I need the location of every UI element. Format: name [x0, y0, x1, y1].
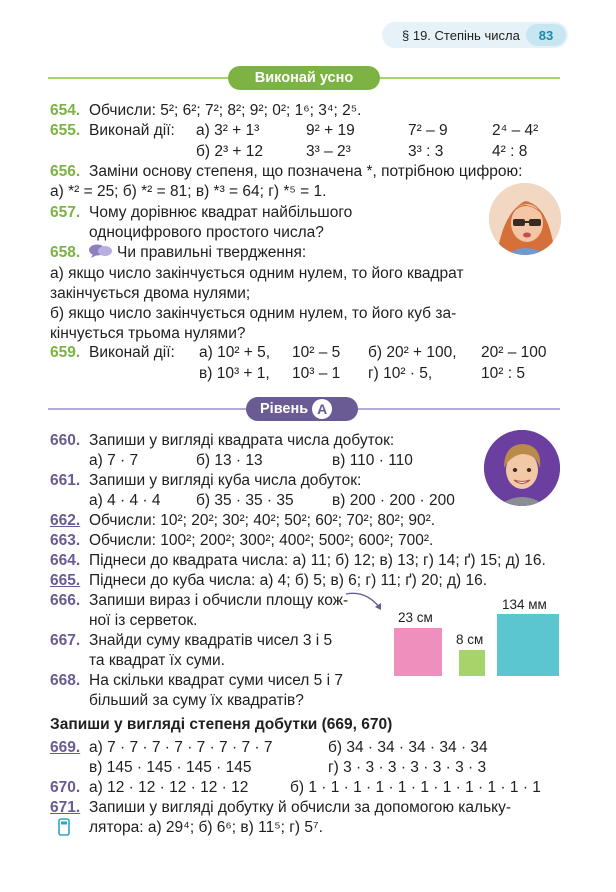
problem-657-line2: одноцифрового простого числа? [89, 224, 324, 241]
problem-667 [50, 631, 332, 650]
problem-number: 654. [50, 102, 81, 119]
answer-cell: г) 3 · 3 · 3 · 3 · 3 · 3 · 3 [328, 759, 487, 776]
problem-number: 670. [50, 779, 81, 796]
problem-text: Обчисли: 100²; 200²; 300²; 400²; 500²; 600²; 700². [89, 532, 434, 549]
problem-text: Знайди суму квадратів чисел 3 і 5 [89, 632, 333, 649]
problem-658-line4: б) якщо число закінчується одним нулем, то його куб за- [50, 305, 457, 322]
answer-cell: а) 3² + 1³ [196, 122, 260, 139]
problem-668 [50, 671, 343, 690]
problem-lead: Виконай дії: [89, 122, 175, 139]
problem-660 [50, 431, 394, 450]
problem-text: Піднеси до куба числа: а) 4; б) 5; в) 6; г) 11; ґ) 20; д) 16. [89, 572, 487, 589]
answer-cell: б) 35 · 35 · 35 [196, 492, 294, 509]
napkin-pink [394, 628, 442, 676]
section-level-label [246, 397, 358, 421]
answer-cell: в) 145 · 145 · 145 · 145 [89, 759, 252, 776]
problem-text: Обчисли: 5²; 6²; 7²; 8²; 9²; 0²; 1⁶; 3⁴; 2⁵. [89, 102, 362, 119]
problem-671-line2: лятора: а) 29⁴; б) 6⁶; в) 11⁵; г) 5⁷. [89, 819, 323, 836]
section-oral-label: Виконай усно [228, 66, 380, 90]
square-label-134mm: 134 мм [502, 597, 547, 612]
level-circle: А [312, 399, 332, 419]
answer-cell: в) 10³ + 1, [199, 365, 270, 382]
problem-658-line3: закінчується двома нулями; [50, 285, 251, 302]
answer-cell: а) 7 · 7 · 7 · 7 · 7 · 7 · 7 · 7 [89, 739, 273, 756]
problem-text: Запиши у вигляді добутку й обчисли за допомогою кальку- [89, 799, 512, 816]
problem-number: 669. [50, 739, 81, 756]
problem-656-line2: а) *² = 25; б) *² = 81; в) *³ = 64; г) *⁵ = 1. [50, 183, 327, 200]
section-oral [48, 66, 560, 90]
problem-number: 666. [50, 592, 81, 609]
problem-text: Обчисли: 10²; 20²; 30²; 40²; 50²; 60²; 70²; 80²; 90². [89, 512, 436, 529]
page-number: 83 [526, 24, 566, 46]
problem-657 [50, 203, 352, 222]
section-level [48, 397, 560, 421]
answer-cell: а) 12 · 12 · 12 · 12 · 12 [89, 779, 249, 796]
problem-664 [50, 551, 546, 570]
problem-number: 665. [50, 572, 81, 589]
problem-667-line2: та квадрат їх суми. [89, 652, 225, 669]
answer-cell: а) 7 · 7 [89, 452, 139, 469]
problem-number: 668. [50, 672, 81, 689]
answer-cell: а) 4 · 4 · 4 [89, 492, 161, 509]
answer-cell: 3³ : 3 [408, 143, 444, 160]
napkin-green [459, 650, 485, 676]
problem-666 [50, 591, 348, 610]
problem-668-line2: більший за суму їх квадратів? [89, 692, 304, 709]
avatar-girl [489, 183, 561, 255]
answer-cell: б) 20² + 100, [368, 344, 457, 361]
problem-654 [50, 101, 361, 120]
answer-cell: 10² – 5 [292, 344, 341, 361]
problem-656 [50, 162, 522, 181]
problem-number: 664. [50, 552, 81, 569]
answer-cell: 7² – 9 [408, 122, 448, 139]
answer-cell: б) 13 · 13 [196, 452, 263, 469]
answer-cell: 10³ – 1 [292, 365, 341, 382]
problem-text: Піднеси до квадрата числа: а) 11; б) 12; в) 13; г) 14; ґ) 15; д) 16. [89, 552, 546, 569]
problem-text: Заміни основу степеня, що позначена *, потрібною цифрою: [89, 163, 523, 180]
problem-666-line2: ної із серветок. [89, 612, 198, 629]
answer-cell: б) 34 · 34 · 34 · 34 · 34 [328, 739, 488, 756]
problem-662 [50, 511, 435, 530]
problem-663 [50, 531, 433, 550]
answer-cell: в) 200 · 200 · 200 [332, 492, 455, 509]
problem-text: Чому дорівнює квадрат найбільшого [89, 204, 353, 221]
group-heading: Запиши у вигляді степеня добутки (669, 670) [50, 716, 393, 733]
problem-number: 661. [50, 472, 81, 489]
answer-cell: 3³ – 2³ [306, 143, 351, 160]
problem-text: Запиши у вигляді квадрата числа добуток: [89, 432, 395, 449]
answer-cell: 2⁴ – 4² [492, 122, 539, 139]
problem-number: 656. [50, 163, 81, 180]
arrow-icon [344, 588, 388, 616]
square-label-23cm: 23 см [398, 610, 433, 625]
problem-658 [50, 243, 306, 262]
problem-text: Чи правильні твердження: [117, 244, 307, 261]
problem-text: На скільки квадрат суми чисел 5 і 7 [89, 672, 343, 689]
answer-cell: а) 10² + 5, [199, 344, 271, 361]
problem-number: 659. [50, 344, 81, 361]
problem-655 [50, 121, 175, 140]
square-label-8cm: 8 см [456, 632, 484, 647]
page-header [382, 22, 568, 48]
problem-670 [50, 778, 89, 797]
answer-cell: в) 110 · 110 [332, 452, 413, 469]
problem-number: 655. [50, 122, 81, 139]
problem-text: Запиши вираз і обчисли площу кож- [89, 592, 349, 609]
problem-658-line2: а) якщо число закінчується одним нулем, то його квадрат [50, 265, 464, 282]
napkin-cyan [497, 614, 559, 676]
answer-cell: 10² : 5 [481, 365, 525, 382]
avatar-boy [484, 430, 560, 506]
calculator-icon [58, 818, 70, 836]
problem-number: 657. [50, 204, 81, 221]
problem-number: 663. [50, 532, 81, 549]
problem-text: Запиши у вигляді куба числа добуток: [89, 472, 362, 489]
discussion-icon [89, 244, 113, 258]
problem-number: 662. [50, 512, 81, 529]
problem-661 [50, 471, 361, 490]
answer-cell: б) 2³ + 12 [196, 143, 264, 160]
problem-lead: Виконай дії: [89, 344, 175, 361]
problem-658-line5: кінчується трьома нулями? [50, 325, 246, 342]
answer-cell: 20² – 100 [481, 344, 547, 361]
problem-665 [50, 571, 487, 590]
section-title: § 19. Степінь числа [402, 27, 520, 43]
level-text: Рівень [260, 401, 313, 417]
problem-671 [50, 798, 511, 817]
problem-number: 671. [50, 799, 81, 816]
problem-number: 658. [50, 244, 81, 261]
answer-cell: 9² + 19 [306, 122, 355, 139]
problem-659 [50, 343, 175, 362]
problem-669 [50, 738, 89, 757]
answer-cell: г) 10² · 5, [368, 365, 433, 382]
problem-number: 667. [50, 632, 81, 649]
problem-number: 660. [50, 432, 81, 449]
answer-cell: 4² : 8 [492, 143, 528, 160]
answer-cell: б) 1 · 1 · 1 · 1 · 1 · 1 · 1 · 1 · 1 · 1 · 1 [290, 779, 541, 796]
